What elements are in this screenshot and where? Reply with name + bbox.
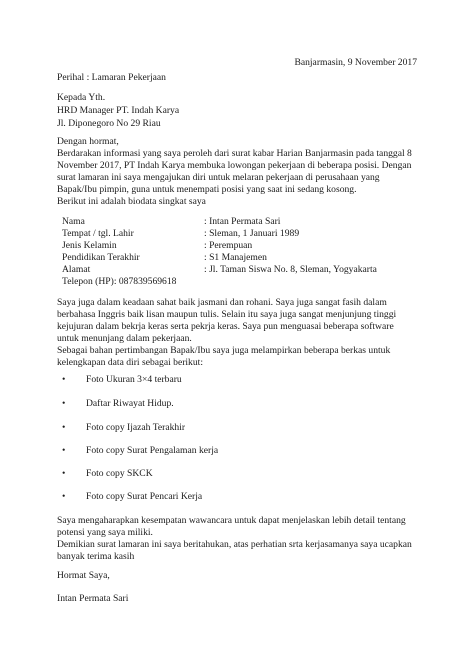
greeting: Dengan hormat, [57,136,119,147]
attachment-label: Foto Ukuran 3×4 terbaru [86,374,182,385]
body-line: berbahasa Inggris baik lisan maupun tulis. Selain itu saya juga sangat menjunjung tinggi [57,309,397,320]
attachment-label: Foto copy Ijazah Terakhir [86,422,186,433]
body-line: kelengkapan data diri sebagai berikut: [57,357,203,368]
closing-line: Demikian surat lamaran ini saya beritahukan, atas perhatian srta kerjasamanya saya ucapkan [57,539,412,550]
letter-subject: Perihal : Lamaran Pekerjaan [57,72,166,83]
attachment-label: Foto copy Surat Pengalaman kerja [86,445,219,456]
letter-date: Banjarmasin, 9 November 2017 [294,57,417,68]
bullet-icon: • [62,422,66,433]
recipient-line: HRD Manager PT. Indah Karya [57,105,180,116]
biodata-row [62,252,267,264]
intro-line: Berikut ini adalah biodata singkat saya [57,196,206,207]
closing-paragraph [57,515,419,563]
sign-off: Hormat Saya, [57,570,110,581]
biodata-label: Pendidikan Terakhir [62,252,140,263]
biodata-label: Alamat [62,264,91,275]
body-line: Saya juga dalam keadaan sahat baik jasmani dan rohani. Saya juga sangat fasih dalam [57,297,387,308]
biodata-value: : Perempuan [204,240,253,251]
biodata-row [62,264,377,276]
biodata-label: Jenis Kelamin [62,240,117,251]
intro-line: surat lamaran ini saya mengajukan diri untuk melaran pekerjaan di perusahaan yang [57,172,380,183]
attachment-label: Daftar Riwayat Hidup. [86,398,174,409]
recipient-line: Kepada Yth. [57,92,106,103]
list-item [62,422,185,434]
biodata-label: Tempat / tgl. Lahir [62,228,134,239]
biodata-value: : Sleman, 1 Januari 1989 [204,228,300,239]
biodata-value: : Jl. Taman Siswa No. 8, Sleman, Yogyakarta [204,264,377,275]
list-item [62,374,182,386]
intro-line: November 2017, PT Indah Karya membuka lowongan pekerjaan di beberapa posisi. Dengan [57,160,412,171]
bullet-icon: • [62,445,66,456]
closing-line: banyak terima kasih [57,551,135,562]
closing-line: Saya mengaharapkan kesempatan wawancara untuk dapat menjelaskan lebih detail tentang [57,515,406,526]
body-line: untuk menunjang dalam pekerjaan. [57,333,192,344]
recipient-line: Jl. Diponegoro No 29 Riau [57,118,161,129]
biodata-label: Telepon (HP): 087839569618 [62,276,177,287]
biodata-row [62,240,252,252]
intro-line: Bapak/Ibu pimpin, guna untuk menempati posisi yang saat ini sedang kosong. [57,184,357,195]
signer-name: Intan Permata Sari [57,593,129,604]
bullet-icon: • [62,398,66,409]
closing-line: potensi yang saya miliki. [57,527,153,538]
biodata-value: : Intan Permata Sari [204,216,281,227]
biodata-value: : S1 Manajemen [204,252,267,263]
biodata-label: Nama [62,216,85,227]
body-line: Sebagai bahan pertimbangan Bapak/Ibu saya juga melampirkan beberapa berkas untuk [57,345,391,356]
intro-paragraph [57,148,419,208]
bullet-icon: • [62,374,66,385]
list-item [62,398,174,410]
bullet-icon: • [62,491,66,502]
biodata-row [62,216,280,228]
intro-line: Berdarakan informasi yang saya peroleh dari surat kabar Harian Banjarmasin pada tanggal 8 [57,148,412,159]
list-item [62,468,153,480]
attachment-label: Foto copy SKCK [86,468,153,479]
bullet-icon: • [62,468,66,479]
body-line: kejujuran dalam bekrja keras serta pekrja keras. Saya pun menguasai beberapa software [57,321,394,332]
list-item [62,491,202,503]
body-paragraph [57,297,419,369]
biodata-row [62,228,299,240]
attachment-label: Foto copy Surat Pencari Kerja [86,491,203,502]
list-item [62,445,218,457]
biodata-row [62,276,176,288]
